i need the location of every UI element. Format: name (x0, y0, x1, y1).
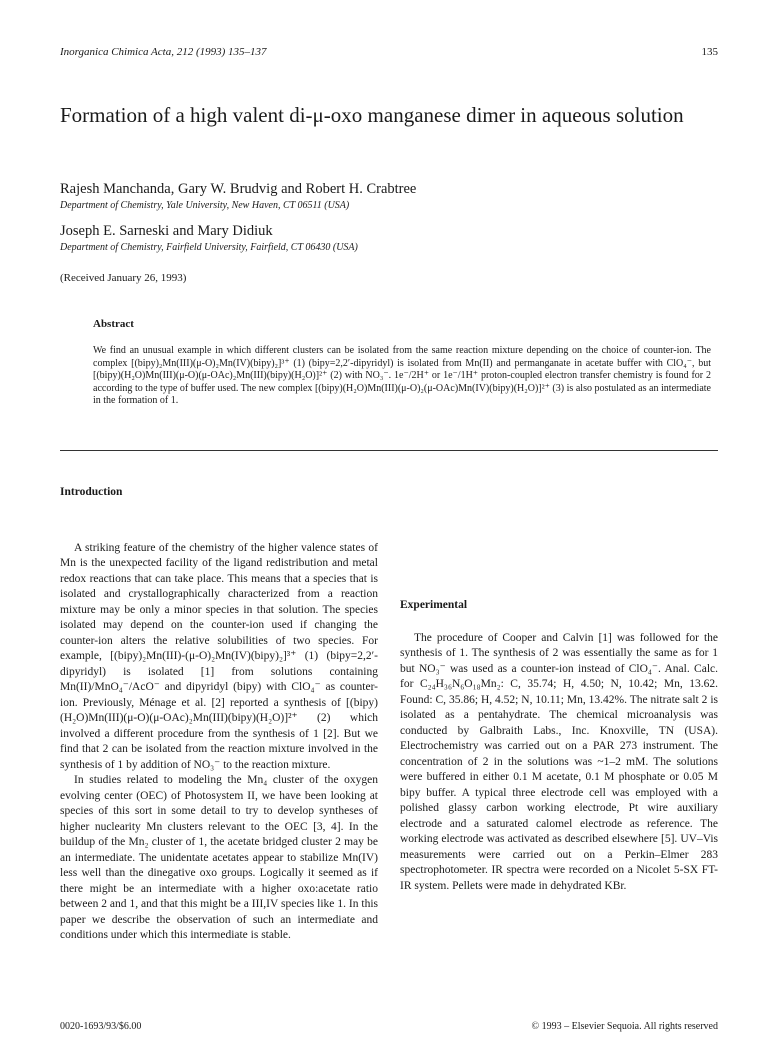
section-divider (60, 450, 718, 451)
intro-continuation-space (400, 483, 718, 598)
column-left (60, 485, 378, 944)
introduction-heading: Introduction (60, 486, 123, 498)
abstract-text: We find an unusual example in which different clusters can be isolated from the same reaction mixture depending on the choice of counter-ion. The complex [(bipy)₂Mn(III)(μ-O)₂Mn(IV)(bipy)₂]³⁺ (1) (bipy=2,2′-dipyridyl) is isolated from Mn(II) and permanganate in acetate buffer with ClO₄⁻, but [(bipy)(H₂O)Mn(III)(μ-O)(μ-OAc)₂Mn(III)(bipy)(H₂O)]²⁺ (2) with NO₃⁻. 1e⁻/2H⁺ or 1e⁻/1H⁺ proton-coupled electron transfer chemistry is found for 2 according to the type of buffer used. The new complex [(bipy)(H₂O)Mn(III)(μ-O)₂(μ-OAc)Mn(IV)(bipy)(H₂O)]²⁺ (3) is also postulated as an intermediate in the formation of 1. (93, 345, 711, 406)
page-number: 135 (701, 46, 718, 58)
footer-copyright: © 1993 – Elsevier Sequoia. All rights reserved (531, 1021, 718, 1032)
intro-paragraph-2: In studies related to modeling the Mn₄ cluster of the oxygen evolving center (OEC) of Photosystem II, we have been looking at species of this sort in some detail to try to develop syntheses of higher nuclearity Mn clusters relevant to the OEC [3, 4]. In the buildup of the Mn₂ cluster of 1, the acetate bridged cluster 2 may be an intermediate. The unidentate acetates appear to stabilize Mn(IV) less well than the dinegative oxo groups. Logically it seemed as if there might be an intermediate with a higher oxo:acetate ratio between 2 and 1, and that this might be a III,IV species like 1. In this paper we describe the observation of such an intermediate and conditions under which this intermediate is stable. (60, 774, 378, 941)
affiliation-yale: Department of Chemistry, Yale University, New Haven, CT 06511 (USA) (60, 200, 350, 211)
experimental-paragraph: The procedure of Cooper and Calvin [1] was followed for the synthesis of 1. The synthesis of 2 was essentially the same as for 1 but NO₃⁻ was used as a counter-ion instead of ClO₄⁻. Anal. Calc. for C₂₄H₃₆N₆O₁₈Mn₂: C, 35.74; H, 4.50; N, 10.42; Mn, 13.62. Found: C, 35.86; H, 4.52; N, 10.11; Mn, 13.42%. The nitrate salt 2 is isolated as a pentahydrate. The chemical microanalysis was conducted by Galbraith Labs., Inc. Knoxville, TN (USA). Electrochemistry was carried out on a PAR 273 instrument. The concentration of 2 in the solutions was ~1–2 mM. The solutions were buffered in either 0.1 M acetate, 0.1 M phosphate or 0.05 M bipy buffer. A typical three electrode cell was employed with a polished glassy carbon working electrode, Pt wire auxiliary electrode and a saturated calomel electrode as reference. The working electrode was activated as described elsewhere [5]. UV–Vis measurements were carried out on a Perkin–Elmer 283 spectrophotometer. IR spectra were recorded on a Nicolet 5-SX FT-IR system. Pellets were made in dehydrated KBr. (400, 631, 718, 892)
affiliation-fairfield: Department of Chemistry, Fairfield University, Fairfield, CT 06430 (USA) (60, 242, 358, 253)
intro-paragraph-1: A striking feature of the chemistry of the higher valence states of Mn is the unexpected facility of the ligand redistribution and metal redox reactions that can take place. This means that a species that is isolated and crystallographically characterized from a reaction mixture may be only a minor species in that solution. The species isolated may depend on the counter-ion used if changing the counter-ion alters the relative solubilities of two species. For example, [(bipy)₂Mn(III)-(μ-O)₂Mn(IV)(bipy)₂]³⁺ (1) (bipy=2,2′-dipyridyl) is isolated [1] from solutions containing Mn(II)/MnO₄⁻/AcO⁻ and dipyridyl (bipy) with ClO₄⁻ as counter-ion. Previously, Ménage et al. [2] reported a synthesis of [(bipy)(H₂O)Mn(III)(μ-O)(μ-OAc)₂Mn(III)(bipy)(H₂O)]²⁺ (2) which involved a different procedure from the synthesis of 1 [2]. But we find that 2 can be isolated from the reaction mixture involved in the synthesis of 1 by addition of NO₃⁻ to the reaction mixture. (60, 541, 378, 771)
footer-issn: 0020-1693/93/$6.00 (60, 1021, 142, 1032)
journal-citation: Inorganica Chimica Acta, 212 (1993) 135–137 (60, 46, 267, 58)
authors-yale: Rajesh Manchanda, Gary W. Brudvig and Robert H. Crabtree (60, 181, 417, 197)
abstract-heading: Abstract (93, 318, 134, 330)
received-date: (Received January 26, 1993) (60, 272, 187, 284)
column-right (400, 483, 718, 894)
authors-fairfield: Joseph E. Sarneski and Mary Didiuk (60, 223, 273, 239)
article-title: Formation of a high valent di-μ-oxo manganese dimer in aqueous solution (60, 103, 684, 127)
experimental-heading: Experimental (400, 599, 468, 611)
running-head (60, 46, 718, 58)
